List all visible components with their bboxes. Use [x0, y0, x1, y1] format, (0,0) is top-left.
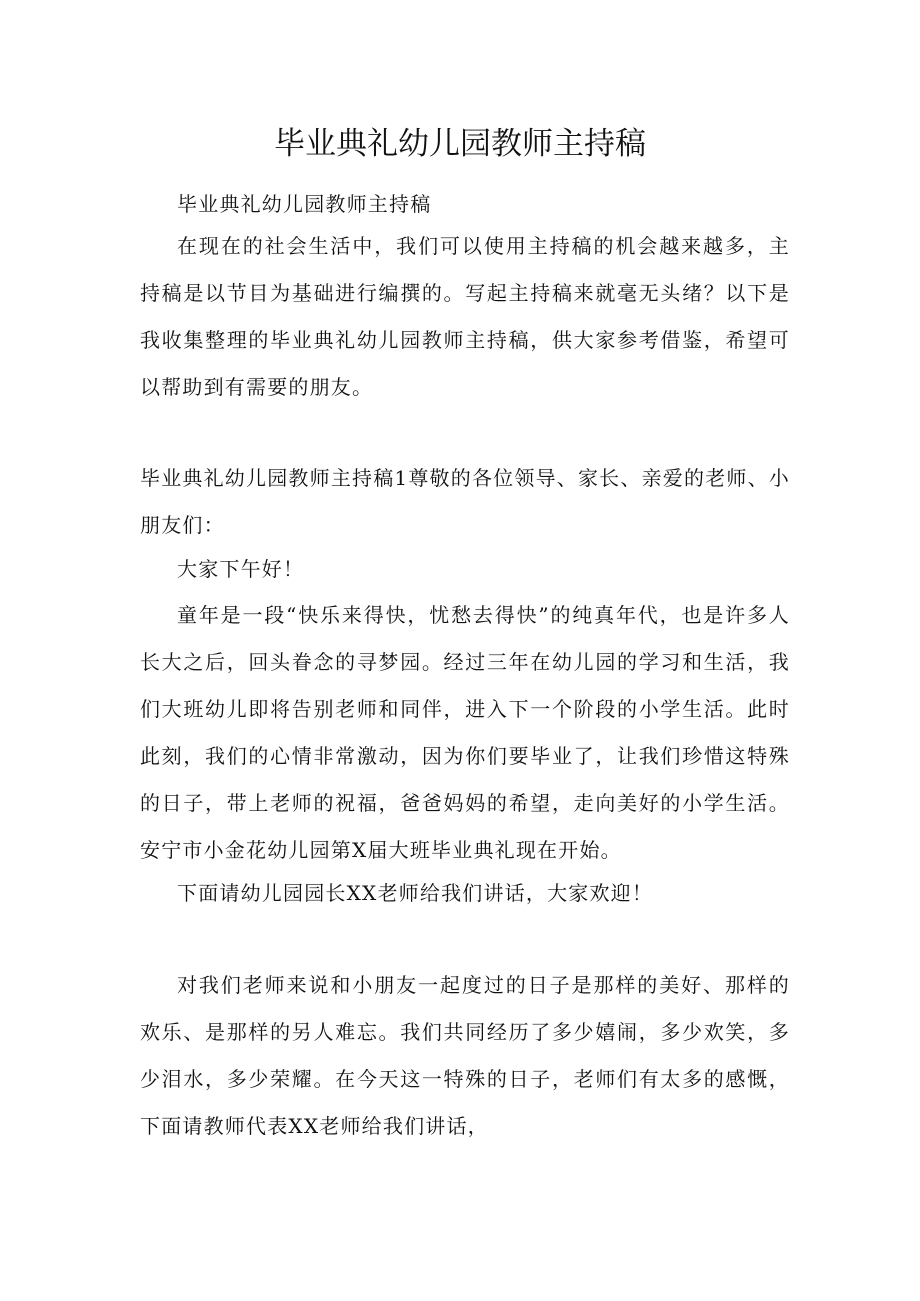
childhood-paragraph: 童年是一段“快乐来得快，忧愁去得快”的纯真年代，也是许多人长大之后，回头眷念的寻梦园。经过三年在幼儿园的学习和生活，我们大班幼儿即将告别老师和同伴，进入下一个阶段的小学生活。此时此刻，我们的心情非常激动，因为你们要毕业了，让我们珍惜这特殊的日子，带上老师的祝福，爸爸妈妈的希望，走向美好的小学生活。安宁市小金花幼儿园第X届大班毕业典礼现在开始。: [140, 603, 790, 862]
greeting-paragraph: 大家下午好！: [177, 557, 305, 581]
document-title: 毕业典礼幼儿园教师主持稿: [274, 126, 646, 162]
document-subtitle: 毕业典礼幼儿园教师主持稿: [177, 192, 432, 216]
principal-speech-paragraph: 下面请幼儿园园长XX老师给我们讲话，大家欢迎！: [177, 881, 654, 905]
teachers-paragraph: 对我们老师来说和小朋友一起度过的日子是那样的美好、那样的欢乐、是那样的另人难忘。我们共同经历了多少嬉闹，多少欢笑，多少泪水，多少荣耀。在今天这一特殊的日子，老师们有太多的感慨，下面请教师代表XX老师给我们讲话，: [140, 973, 790, 1138]
section-1-heading: 毕业典礼幼儿园教师主持稿1尊敬的各位领导、家长、亲爱的老师、小朋友们：: [140, 466, 790, 537]
intro-paragraph: 在现在的社会生活中，我们可以使用主持稿的机会越来越多，主持稿是以节目为基础进行编撰的。写起主持稿来就毫无头绪？以下是我收集整理的毕业典礼幼儿园教师主持稿，供大家参考借鉴，希望可以帮助到有需要的朋友。: [140, 234, 790, 399]
